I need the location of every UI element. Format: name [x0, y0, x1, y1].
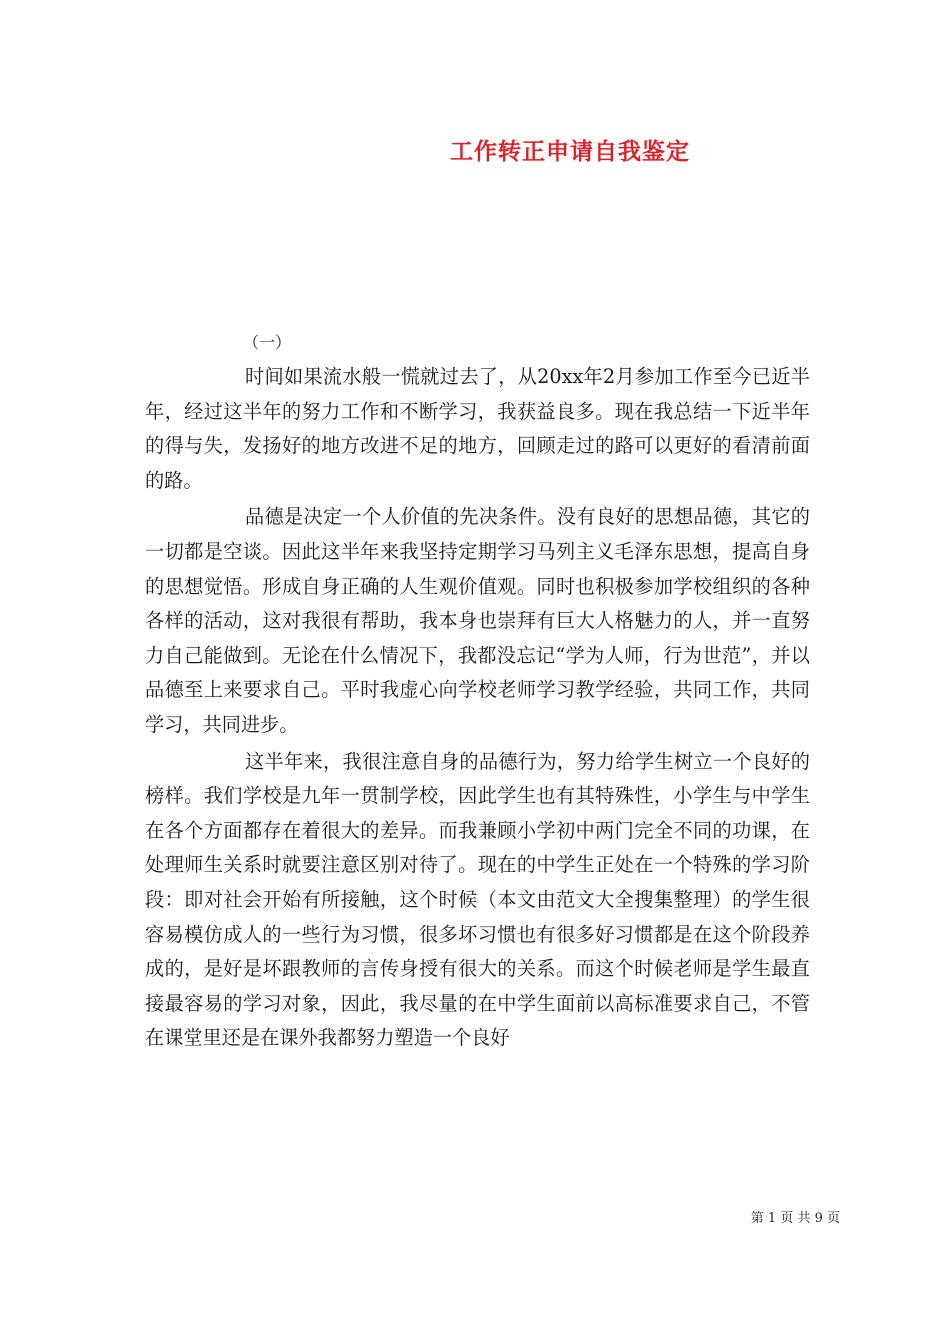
document-title: 工作转正申请自我鉴定 — [450, 138, 690, 165]
paragraph-1: 时间如果流水般一慌就过去了，从20xx年2月参加工作至今已近半年，经过这半年的努力工作和不断学习，我获益良多。现在我总结一下近半年的得与失，发扬好的地方改进不足的地方，回顾走过的路可以更好的看清前面的路。 — [145, 365, 810, 492]
paragraph-3: 这半年来，我很注意自身的品德行为，努力给学生树立一个良好的榜样。我们学校是九年一贯制学校，因此学生也有其特殊性，小学生与中学生在各个方面都存在着很大的差异。而我兼顾小学初中两门完全不同的功课，在处理师生关系时就要注意区别对待了。现在的中学生正处在一个特殊的学习阶段：即对社会开始有所接触，这个时候（本文由范文大全搜集整理）的学生很容易模仿成人的一些行为习惯，很多坏习惯也有很多好习惯都是在这个阶段养成的，是好是坏跟教师的言传身授有很大的关系。而这个时候老师是学生最直接最容易的学习对象，因此，我尽量的在中学生面前以高标准要求自己，不管在课堂里还是在课外我都努力塑造一个良好 — [145, 749, 810, 1050]
document-body — [145, 326, 810, 1058]
page-number: 第 1 页 共 9 页 — [750, 1211, 840, 1226]
section-label: （一） — [243, 333, 292, 352]
paragraph-2: 品德是决定一个人价值的先决条件。没有良好的思想品德，其它的一切都是空谈。因此这半年来我坚持定期学习马列主义毛泽东思想，提高自身的思想觉悟。形成自身正确的人生观价值观。同时也积极参加学校组织的各种各样的活动，这对我很有帮助，我本身也崇拜有巨大人格魅力的人，并一直努力自己能做到。无论在什么情况下，我都没忘记“学为人师，行为世范”，并以品德至上来要求自己。平时我虚心向学校老师学习教学经验，共同工作，共同学习，共同进步。 — [145, 505, 810, 736]
